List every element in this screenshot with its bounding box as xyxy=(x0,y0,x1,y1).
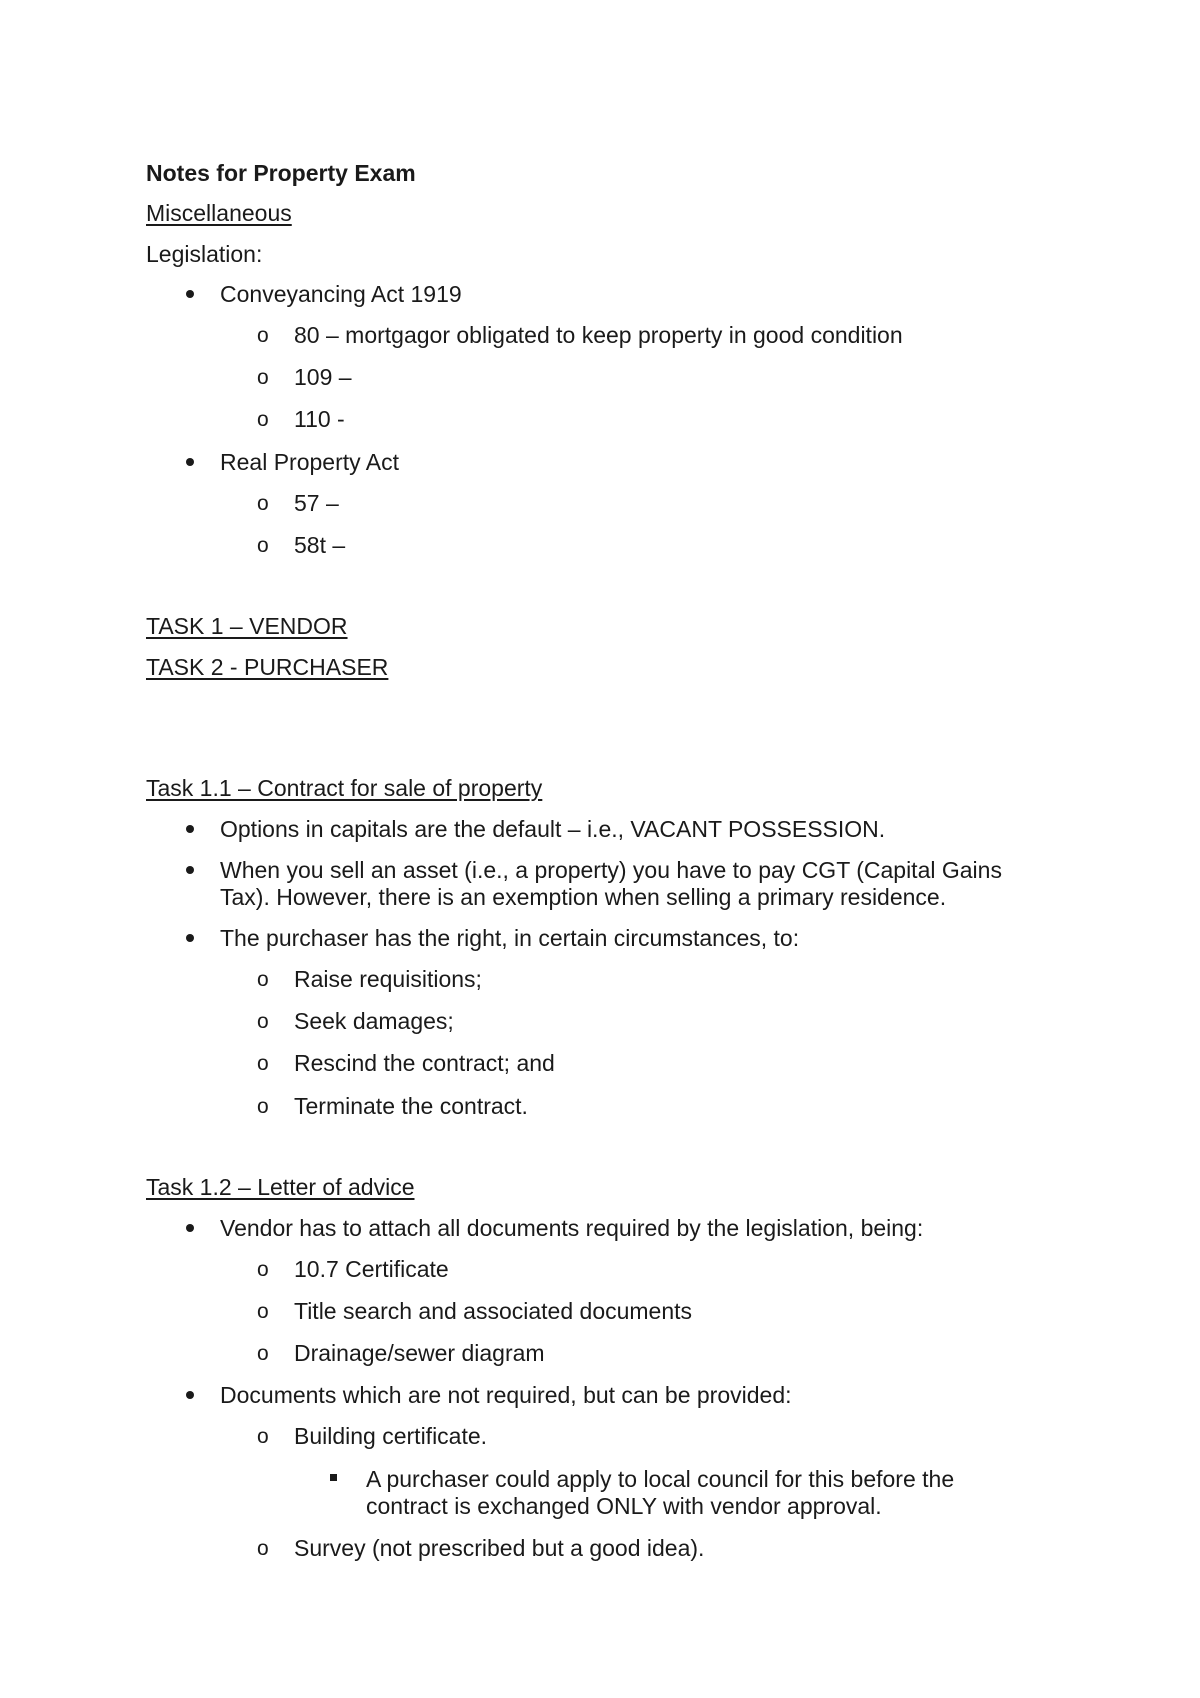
list-item-vendor-attach: Vendor has to attach all documents required by the legislation, being: xyxy=(220,1215,924,1241)
list-item-building-certificate: Building certificate. xyxy=(294,1423,488,1449)
bullet-dot-icon xyxy=(186,290,194,298)
list-item-optional-docs: Documents which are not required, but can be provided: xyxy=(220,1382,792,1408)
sub-bullet-icon: o xyxy=(257,1052,269,1075)
task1-heading: TASK 1 – VENDOR xyxy=(146,613,348,639)
bullet-dot-icon xyxy=(186,458,194,466)
list-item-right-4: Terminate the contract. xyxy=(294,1093,528,1119)
list-item-cgt-line1: When you sell an asset (i.e., a property) you have to pay CGT (Capital Gains xyxy=(220,857,1002,883)
list-item-conveyancing-act: Conveyancing Act 1919 xyxy=(220,281,462,307)
sub-bullet-icon: o xyxy=(257,1300,269,1323)
list-item-right-2: Seek damages; xyxy=(294,1008,454,1034)
sub-bullet-icon: o xyxy=(257,1342,269,1365)
list-item-conv-110: 110 - xyxy=(294,406,345,432)
bullet-dot-icon xyxy=(186,934,194,942)
list-item-purchaser-rights: The purchaser has the right, in certain circumstances, to: xyxy=(220,925,800,951)
sub-bullet-icon: o xyxy=(257,1010,269,1033)
list-item-council-note-line2: contract is exchanged ONLY with vendor approval. xyxy=(366,1493,882,1519)
sub-bullet-icon: o xyxy=(257,1095,269,1118)
list-item-council-note-line1: A purchaser could apply to local council for this before the xyxy=(366,1466,955,1492)
list-item-rpa-58t: 58t – xyxy=(294,532,346,558)
list-item-required-doc-2: Title search and associated documents xyxy=(294,1298,693,1324)
bullet-dot-icon xyxy=(186,1224,194,1232)
list-item-required-doc-1: 10.7 Certificate xyxy=(294,1256,449,1282)
list-item-real-property-act: Real Property Act xyxy=(220,449,399,475)
sub-bullet-icon: o xyxy=(257,968,269,991)
sub-bullet-icon: o xyxy=(257,1425,269,1448)
task12-heading: Task 1.2 – Letter of advice xyxy=(146,1174,415,1200)
sub-bullet-icon: o xyxy=(257,324,269,347)
bullet-dot-icon xyxy=(186,825,194,833)
sub-bullet-icon: o xyxy=(257,534,269,557)
sub-bullet-icon: o xyxy=(257,492,269,515)
sub-bullet-icon: o xyxy=(257,366,269,389)
list-item-right-1: Raise requisitions; xyxy=(294,966,482,992)
sub-bullet-icon: o xyxy=(257,1258,269,1281)
misc-heading: Miscellaneous xyxy=(146,200,292,226)
task11-heading: Task 1.1 – Contract for sale of property xyxy=(146,775,543,801)
task2-heading: TASK 2 - PURCHASER xyxy=(146,654,389,680)
bullet-dot-icon xyxy=(186,866,194,874)
list-item-rpa-57: 57 – xyxy=(294,490,339,516)
list-item-cgt-line2: Tax). However, there is an exemption when selling a primary residence. xyxy=(220,884,947,910)
list-item-options-default: Options in capitals are the default – i.e., VACANT POSSESSION. xyxy=(220,816,886,842)
list-item-required-doc-3: Drainage/sewer diagram xyxy=(294,1340,545,1366)
bullet-dot-icon xyxy=(186,1391,194,1399)
list-item-conv-80: 80 – mortgagor obligated to keep property in good condition xyxy=(294,322,903,348)
square-bullet-icon xyxy=(330,1474,337,1481)
sub-bullet-icon: o xyxy=(257,1537,269,1560)
page-title: Notes for Property Exam xyxy=(146,160,416,186)
list-item-survey: Survey (not prescribed but a good idea). xyxy=(294,1535,705,1561)
list-item-conv-109: 109 – xyxy=(294,364,352,390)
sub-bullet-icon: o xyxy=(257,408,269,431)
list-item-right-3: Rescind the contract; and xyxy=(294,1050,555,1076)
legislation-label: Legislation: xyxy=(146,241,263,267)
